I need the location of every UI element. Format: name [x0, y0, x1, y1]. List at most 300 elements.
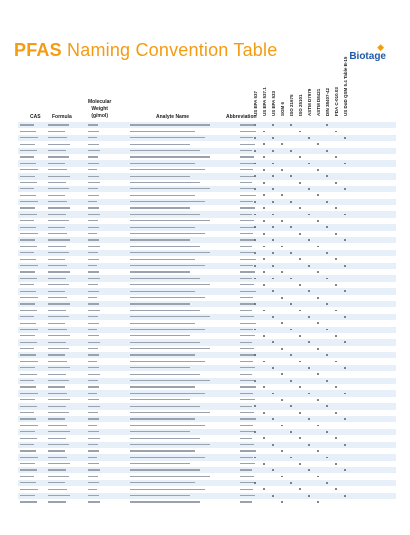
- cell-placeholder: [48, 431, 70, 432]
- header-method-label: ISO 25101: [298, 94, 303, 116]
- method-mark: [308, 214, 310, 216]
- cell-placeholder: [88, 380, 98, 381]
- table-row: [18, 499, 396, 505]
- method-mark: [344, 495, 346, 497]
- cell-placeholder: [48, 201, 67, 202]
- cell-placeholder: [130, 246, 200, 247]
- method-mark: [326, 457, 328, 459]
- method-mark: [272, 201, 274, 203]
- method-mark: [326, 303, 328, 305]
- header-abbr: Abbreviation: [226, 114, 257, 120]
- method-mark: [344, 341, 346, 343]
- cell-placeholder: [88, 201, 97, 202]
- method-mark: [290, 150, 292, 152]
- cell-placeholder: [130, 438, 200, 439]
- method-mark: [290, 329, 292, 331]
- cell-placeholder: [240, 412, 254, 413]
- cell-placeholder: [48, 150, 66, 151]
- method-mark: [299, 463, 301, 465]
- header-method-4: [288, 76, 295, 116]
- cell-placeholder: [240, 131, 256, 132]
- cell-placeholder: [130, 425, 205, 426]
- cell-placeholder: [88, 316, 98, 317]
- cell-placeholder: [240, 374, 252, 375]
- method-mark: [254, 252, 256, 254]
- method-mark: [317, 399, 319, 401]
- method-mark: [272, 163, 274, 165]
- cell-placeholder: [48, 131, 65, 132]
- method-mark: [263, 220, 265, 222]
- cell-placeholder: [240, 310, 252, 311]
- cell-placeholder: [88, 438, 100, 439]
- cell-placeholder: [240, 316, 254, 317]
- method-mark: [254, 137, 256, 139]
- cell-placeholder: [240, 233, 253, 234]
- cell-placeholder: [88, 457, 97, 458]
- method-mark: [308, 316, 310, 318]
- method-mark: [281, 271, 283, 273]
- cell-placeholder: [88, 239, 99, 240]
- method-mark: [335, 437, 337, 439]
- cell-placeholder: [20, 214, 37, 215]
- cell-placeholder: [88, 137, 97, 138]
- brand-logo: [326, 42, 386, 66]
- method-mark: [263, 169, 265, 171]
- method-mark: [326, 175, 328, 177]
- method-mark: [335, 463, 337, 465]
- header-method-label: ASTM D7979: [307, 88, 312, 116]
- cell-placeholder: [130, 386, 195, 387]
- cell-placeholder: [88, 482, 99, 483]
- cell-placeholder: [20, 252, 34, 253]
- method-mark: [281, 399, 283, 401]
- header-method-3: [279, 76, 286, 116]
- cell-placeholder: [88, 374, 100, 375]
- method-mark: [317, 220, 319, 222]
- cell-placeholder: [48, 233, 67, 234]
- cell-placeholder: [20, 169, 38, 170]
- method-mark: [335, 207, 337, 209]
- cell-placeholder: [130, 329, 205, 330]
- cell-placeholder: [130, 476, 210, 477]
- cell-placeholder: [48, 367, 70, 368]
- header-method-8: [324, 76, 331, 116]
- header-method-0: [252, 76, 259, 116]
- cell-placeholder: [240, 182, 252, 183]
- method-mark: [335, 310, 337, 312]
- cell-placeholder: [20, 469, 37, 470]
- cell-placeholder: [88, 412, 98, 413]
- method-mark: [272, 124, 274, 126]
- page-title: [14, 40, 277, 61]
- method-mark: [281, 501, 283, 503]
- cell-placeholder: [20, 386, 36, 387]
- cell-placeholder: [48, 418, 65, 419]
- method-mark: [254, 431, 256, 433]
- cell-placeholder: [130, 412, 210, 413]
- method-mark: [290, 405, 292, 407]
- method-mark: [263, 207, 265, 209]
- method-mark: [272, 265, 274, 267]
- cell-placeholder: [20, 354, 36, 355]
- cell-placeholder: [20, 450, 36, 451]
- cell-placeholder: [48, 239, 70, 240]
- header-mw-line2: Weight: [91, 106, 108, 112]
- cell-placeholder: [240, 361, 253, 362]
- cell-placeholder: [48, 227, 65, 228]
- cell-placeholder: [48, 188, 69, 189]
- cell-placeholder: [240, 444, 254, 445]
- cell-placeholder: [20, 188, 34, 189]
- method-mark: [281, 194, 283, 196]
- cell-placeholder: [20, 463, 35, 464]
- method-mark: [272, 214, 274, 216]
- method-mark: [263, 361, 265, 363]
- method-mark: [281, 169, 283, 171]
- cell-placeholder: [240, 156, 254, 157]
- method-mark: [263, 246, 265, 248]
- cell-placeholder: [88, 329, 97, 330]
- cell-placeholder: [240, 431, 255, 432]
- cell-placeholder: [20, 438, 37, 439]
- cell-placeholder: [48, 406, 66, 407]
- cell-placeholder: [130, 310, 200, 311]
- method-mark: [308, 188, 310, 190]
- cell-placeholder: [240, 450, 256, 451]
- cell-placeholder: [88, 431, 99, 432]
- cell-placeholder: [130, 284, 210, 285]
- cell-placeholder: [88, 348, 98, 349]
- cell-placeholder: [130, 335, 190, 336]
- method-mark: [254, 175, 256, 177]
- cell-placeholder: [48, 124, 69, 125]
- cell-placeholder: [240, 380, 254, 381]
- cell-placeholder: [20, 246, 37, 247]
- cell-placeholder: [20, 131, 36, 132]
- cell-placeholder: [130, 188, 210, 189]
- method-mark: [344, 290, 346, 292]
- cell-placeholder: [240, 342, 252, 343]
- cell-placeholder: [240, 303, 255, 304]
- cell-placeholder: [48, 144, 70, 145]
- method-mark: [263, 437, 265, 439]
- cell-placeholder: [240, 207, 255, 208]
- method-mark: [326, 482, 328, 484]
- header-method-7: [315, 76, 322, 116]
- cell-placeholder: [20, 501, 37, 502]
- method-mark: [335, 361, 337, 363]
- method-mark: [326, 329, 328, 331]
- method-mark: [272, 188, 274, 190]
- header-method-label: US DoD QSM 5.4 Table B-15: [343, 56, 348, 116]
- method-mark: [272, 418, 274, 420]
- method-mark: [254, 354, 256, 356]
- method-mark: [290, 252, 292, 254]
- cell-placeholder: [240, 425, 253, 426]
- method-mark: [254, 482, 256, 484]
- cell-placeholder: [20, 201, 38, 202]
- cell-placeholder: [240, 393, 253, 394]
- cell-placeholder: [130, 150, 200, 151]
- cell-placeholder: [240, 348, 254, 349]
- header-method-5: [297, 76, 304, 116]
- header-method-9: [333, 76, 340, 116]
- title-rest: Naming Convention Table: [61, 40, 278, 60]
- header-method-label: US EPA 537.1: [262, 87, 267, 116]
- cell-placeholder: [48, 501, 66, 502]
- method-mark: [299, 335, 301, 337]
- cell-placeholder: [20, 176, 35, 177]
- header-cas: CAS: [30, 114, 41, 120]
- cell-placeholder: [88, 182, 100, 183]
- cell-placeholder: [20, 271, 35, 272]
- cell-placeholder: [20, 220, 34, 221]
- method-mark: [335, 182, 337, 184]
- header-method-6: [306, 76, 313, 116]
- method-mark: [290, 380, 292, 382]
- cell-placeholder: [48, 438, 66, 439]
- cell-placeholder: [20, 207, 35, 208]
- cell-placeholder: [88, 495, 99, 496]
- method-mark: [272, 341, 274, 343]
- cell-placeholder: [48, 457, 67, 458]
- cell-placeholder: [20, 182, 37, 183]
- cell-placeholder: [88, 271, 99, 272]
- cell-placeholder: [48, 214, 66, 215]
- cell-placeholder: [48, 380, 69, 381]
- method-mark: [326, 201, 328, 203]
- pfas-table: [18, 122, 396, 505]
- cell-placeholder: [240, 386, 256, 387]
- cell-placeholder: [20, 374, 37, 375]
- method-mark: [317, 297, 319, 299]
- method-mark: [335, 412, 337, 414]
- cell-placeholder: [20, 291, 36, 292]
- cell-placeholder: [240, 176, 255, 177]
- cell-placeholder: [48, 469, 66, 470]
- cell-placeholder: [20, 323, 36, 324]
- cell-placeholder: [48, 329, 67, 330]
- cell-placeholder: [130, 182, 200, 183]
- cell-placeholder: [240, 297, 253, 298]
- cell-placeholder: [130, 367, 190, 368]
- cell-placeholder: [240, 476, 254, 477]
- cell-placeholder: [48, 361, 67, 362]
- cell-placeholder: [20, 380, 34, 381]
- header-method-10: [342, 56, 349, 116]
- header-method-label: SGM 6: [280, 101, 285, 116]
- method-mark: [263, 233, 265, 235]
- cell-placeholder: [130, 207, 190, 208]
- cell-placeholder: [130, 156, 210, 157]
- method-mark: [299, 233, 301, 235]
- cell-placeholder: [240, 169, 253, 170]
- method-mark: [344, 469, 346, 471]
- cell-placeholder: [48, 476, 69, 477]
- method-mark: [281, 297, 283, 299]
- method-mark: [299, 412, 301, 414]
- cell-placeholder: [240, 144, 255, 145]
- method-mark: [254, 163, 256, 165]
- method-mark: [272, 150, 274, 152]
- cell-placeholder: [20, 444, 34, 445]
- method-mark: [263, 488, 265, 490]
- cell-placeholder: [48, 137, 67, 138]
- cell-placeholder: [48, 220, 69, 221]
- cell-placeholder: [20, 310, 37, 311]
- method-mark: [308, 239, 310, 241]
- method-mark: [290, 175, 292, 177]
- method-mark: [317, 271, 319, 273]
- cell-placeholder: [130, 501, 200, 502]
- cell-placeholder: [130, 163, 195, 164]
- cell-placeholder: [48, 316, 69, 317]
- method-mark: [281, 348, 283, 350]
- method-mark: [290, 457, 292, 459]
- method-mark: [254, 124, 256, 126]
- method-mark: [326, 226, 328, 228]
- cell-placeholder: [48, 182, 66, 183]
- method-mark: [317, 348, 319, 350]
- cell-placeholder: [48, 463, 70, 464]
- cell-placeholder: [88, 335, 99, 336]
- method-mark: [335, 156, 337, 158]
- method-mark: [281, 450, 283, 452]
- cell-placeholder: [20, 418, 36, 419]
- cell-placeholder: [48, 176, 70, 177]
- cell-placeholder: [20, 278, 37, 279]
- cell-placeholder: [130, 361, 205, 362]
- cell-placeholder: [88, 233, 97, 234]
- cell-placeholder: [240, 329, 253, 330]
- cell-placeholder: [20, 399, 35, 400]
- cell-placeholder: [20, 137, 38, 138]
- cell-placeholder: [130, 482, 195, 483]
- method-mark: [263, 194, 265, 196]
- cell-placeholder: [88, 246, 100, 247]
- cell-placeholder: [130, 316, 210, 317]
- cell-placeholder: [130, 399, 190, 400]
- cell-placeholder: [240, 220, 254, 221]
- method-mark: [299, 284, 301, 286]
- method-mark: [299, 488, 301, 490]
- cell-placeholder: [240, 124, 254, 125]
- method-mark: [308, 418, 310, 420]
- cell-placeholder: [48, 259, 65, 260]
- method-mark: [335, 488, 337, 490]
- method-mark: [290, 124, 292, 126]
- cell-placeholder: [88, 323, 99, 324]
- cell-placeholder: [88, 169, 97, 170]
- header-method-label: DIN 38407-42: [325, 87, 330, 116]
- method-mark: [272, 495, 274, 497]
- cell-placeholder: [240, 438, 252, 439]
- method-mark: [263, 386, 265, 388]
- cell-placeholder: [88, 227, 99, 228]
- cell-placeholder: [240, 252, 254, 253]
- cell-placeholder: [130, 444, 210, 445]
- cell-placeholder: [48, 354, 65, 355]
- method-mark: [344, 316, 346, 318]
- cell-placeholder: [48, 246, 66, 247]
- method-mark: [254, 214, 256, 216]
- cell-placeholder: [130, 271, 190, 272]
- method-mark: [335, 258, 337, 260]
- cell-placeholder: [88, 265, 97, 266]
- cell-placeholder: [240, 271, 255, 272]
- cell-placeholder: [240, 201, 253, 202]
- cell-placeholder: [130, 124, 210, 125]
- method-mark: [290, 431, 292, 433]
- cell-placeholder: [48, 297, 67, 298]
- method-mark: [263, 463, 265, 465]
- cell-placeholder: [130, 380, 210, 381]
- cell-placeholder: [130, 418, 195, 419]
- header-method-2: [270, 76, 277, 116]
- method-mark: [272, 252, 274, 254]
- cell-placeholder: [240, 291, 256, 292]
- cell-placeholder: [88, 469, 100, 470]
- cell-placeholder: [48, 482, 65, 483]
- cell-placeholder: [88, 501, 100, 502]
- method-mark: [344, 214, 346, 216]
- method-mark: [299, 156, 301, 158]
- cell-placeholder: [88, 476, 98, 477]
- cell-placeholder: [88, 361, 97, 362]
- cell-placeholder: [88, 399, 99, 400]
- method-mark: [263, 284, 265, 286]
- cell-placeholder: [88, 188, 98, 189]
- method-mark: [317, 425, 319, 427]
- cell-placeholder: [88, 150, 100, 151]
- cell-placeholder: [20, 239, 35, 240]
- method-mark: [281, 246, 283, 248]
- cell-placeholder: [130, 297, 205, 298]
- cell-placeholder: [20, 156, 34, 157]
- method-mark: [299, 386, 301, 388]
- method-mark: [263, 335, 265, 337]
- cell-placeholder: [20, 163, 36, 164]
- method-mark: [317, 501, 319, 503]
- cell-placeholder: [48, 278, 66, 279]
- method-mark: [344, 137, 346, 139]
- cell-placeholder: [240, 284, 254, 285]
- cell-placeholder: [48, 303, 70, 304]
- cell-placeholder: [240, 406, 252, 407]
- cell-placeholder: [130, 354, 195, 355]
- cell-placeholder: [130, 323, 195, 324]
- cell-placeholder: [130, 195, 195, 196]
- cell-placeholder: [130, 489, 205, 490]
- method-mark: [326, 354, 328, 356]
- cell-placeholder: [20, 150, 37, 151]
- method-mark: [272, 175, 274, 177]
- cell-placeholder: [88, 163, 99, 164]
- cell-placeholder: [20, 425, 38, 426]
- cell-placeholder: [88, 425, 97, 426]
- cell-placeholder: [130, 291, 195, 292]
- method-mark: [299, 207, 301, 209]
- cell-placeholder: [240, 463, 255, 464]
- cell-placeholder: [240, 367, 255, 368]
- cell-placeholder: [88, 310, 100, 311]
- header-method-label: ASTM D8421: [316, 88, 321, 116]
- cell-placeholder: [88, 342, 100, 343]
- method-mark: [308, 341, 310, 343]
- method-mark: [281, 220, 283, 222]
- cell-placeholder: [20, 406, 37, 407]
- method-mark: [281, 476, 283, 478]
